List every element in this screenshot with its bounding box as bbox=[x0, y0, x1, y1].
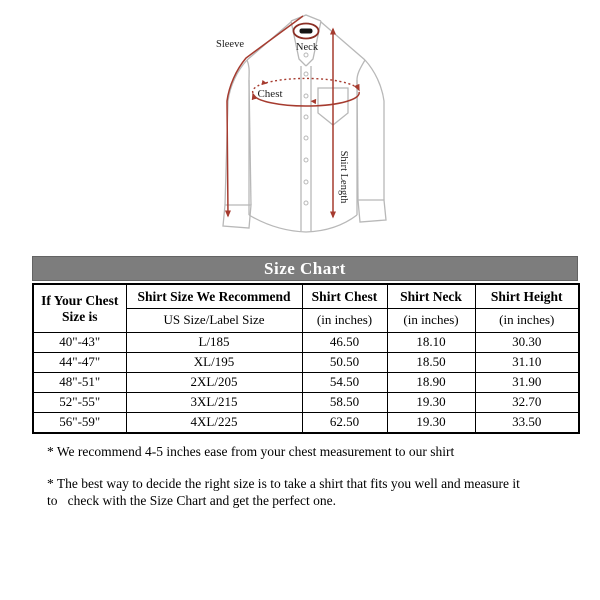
note-best-way-line2: to check with the Size Chart and get the perfect one. bbox=[47, 493, 337, 509]
col-header-shirt-height: Shirt Height bbox=[475, 284, 579, 309]
size-table bbox=[32, 283, 580, 434]
cell-chest-range: 52"-55" bbox=[33, 393, 126, 413]
cell-shirt-neck: 19.30 bbox=[387, 393, 475, 413]
col-subheader-chest-units: (in inches) bbox=[302, 309, 387, 333]
cell-recommended-size: L/185 bbox=[126, 333, 302, 353]
col-subheader-neck-units: (in inches) bbox=[387, 309, 475, 333]
note-ease: * We recommend 4-5 inches ease from your chest measurement to our shirt bbox=[47, 444, 455, 459]
cell-shirt-chest: 54.50 bbox=[302, 373, 387, 393]
cell-chest-range: 40"-43" bbox=[33, 333, 126, 353]
chest-label: Chest bbox=[257, 88, 283, 100]
cell-shirt-chest: 50.50 bbox=[302, 353, 387, 373]
neck-label: Neck bbox=[295, 42, 319, 53]
cell-shirt-neck: 19.30 bbox=[387, 413, 475, 434]
cell-shirt-height: 33.50 bbox=[475, 413, 579, 434]
cell-shirt-neck: 18.50 bbox=[387, 353, 475, 373]
cell-chest-range: 48"-51" bbox=[33, 373, 126, 393]
cell-shirt-height: 31.90 bbox=[475, 373, 579, 393]
cell-chest-range: 44"-47" bbox=[33, 353, 126, 373]
sleeve-label: Sleeve bbox=[216, 39, 244, 50]
size-chart-title: Size Chart bbox=[32, 256, 578, 281]
cell-recommended-size: 4XL/225 bbox=[126, 413, 302, 434]
cell-shirt-chest: 62.50 bbox=[302, 413, 387, 434]
cell-recommended-size: 2XL/205 bbox=[126, 373, 302, 393]
size-chart-section bbox=[32, 256, 578, 434]
size-row bbox=[33, 333, 579, 353]
cell-shirt-height: 32.70 bbox=[475, 393, 579, 413]
size-row bbox=[33, 393, 579, 413]
cell-shirt-neck: 18.90 bbox=[387, 373, 475, 393]
col-header-recommend: Shirt Size We Recommend bbox=[126, 284, 302, 309]
cell-chest-range: 56"-59" bbox=[33, 413, 126, 434]
cell-recommended-size: XL/195 bbox=[126, 353, 302, 373]
cell-shirt-height: 31.10 bbox=[475, 353, 579, 373]
cell-shirt-chest: 46.50 bbox=[302, 333, 387, 353]
size-row bbox=[33, 353, 579, 373]
size-row bbox=[33, 413, 579, 434]
note-best-way-line1: * The best way to decide the right size is to take a shirt that fits you well and measure it bbox=[47, 475, 520, 491]
col-subheader-height-units: (in inches) bbox=[475, 309, 579, 333]
shirt-measurement-diagram bbox=[158, 0, 458, 262]
col-header-chest-size: If Your Chest Size is bbox=[33, 284, 126, 333]
neck-measure bbox=[294, 24, 319, 39]
footnotes bbox=[47, 443, 559, 524]
shirt-length-label: Shirt Length bbox=[338, 150, 349, 204]
cell-shirt-neck: 18.10 bbox=[387, 333, 475, 353]
col-header-shirt-neck: Shirt Neck bbox=[387, 284, 475, 309]
col-subheader-label-size: US Size/Label Size bbox=[126, 309, 302, 333]
shirt-buttons bbox=[304, 53, 308, 205]
size-row bbox=[33, 373, 579, 393]
note-best-way bbox=[47, 475, 559, 510]
cell-shirt-chest: 58.50 bbox=[302, 393, 387, 413]
cell-recommended-size: 3XL/215 bbox=[126, 393, 302, 413]
neck-measure-bar bbox=[300, 29, 313, 34]
cell-shirt-height: 30.30 bbox=[475, 333, 579, 353]
col-header-shirt-chest: Shirt Chest bbox=[302, 284, 387, 309]
header-row-1 bbox=[33, 284, 579, 309]
